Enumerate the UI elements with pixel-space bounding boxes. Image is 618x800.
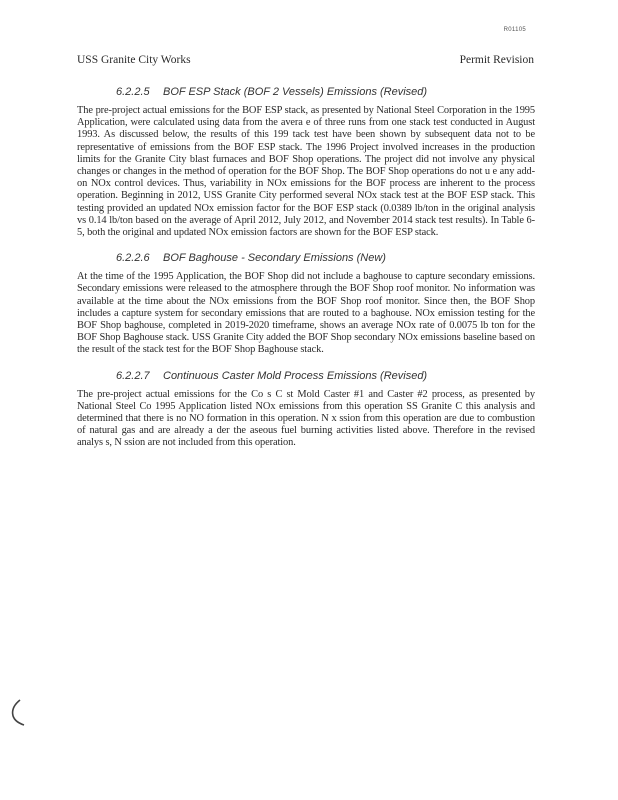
- section-title: BOF ESP Stack (BOF 2 Vessels) Emissions (Revised): [163, 86, 428, 98]
- section-number: 6.2.2.7: [116, 369, 150, 382]
- section-heading: [116, 252, 535, 264]
- section-bof-esp-stack: [77, 86, 535, 239]
- section-heading: [116, 370, 535, 382]
- section-title: Continuous Caster Mold Process Emissions (Revised): [163, 369, 428, 382]
- header-doc-type: Permit Revision: [459, 54, 534, 66]
- section-paragraph: At the time of the 1995 Application, the BOF Shop did not include a baghouse to capture secondary emissions. Secondary emissions were released to the atmosphere through the BOF Shop roof monitor. No information was available at the time about the NOx emissions from the BOF Shop roof monitor. Since then, the BOF Shop includes a capture system for secondary emissions that are routed to a baghouse. NOx emission testing for the BOF Shop baghouse, completed in 2019-2020 timeframe, shows an average NOx rate of 0.0075 lb ton for the BOF Shop Baghouse stack. USS Granite City added the BOF Shop secondary NOx emissions baseline based on the result of the stack test for the BOF Shop Baghouse stack.: [77, 271, 535, 356]
- section-caster-mold: [77, 370, 535, 450]
- section-bof-baghouse: [77, 252, 535, 356]
- section-paragraph: The pre-project actual emissions for the BOF ESP stack, as presented by National Steel Corporation in the 1995 Application, were calculated using data from the avera e of three runs from one stack test conducted in August 1993. As discussed below, the results of this 199 tack test have been shown by subsequent data not to be representative of emissions from the BOF ESP stack. The 1996 Project involved increases in the production limits for the Granite City blast furnaces and BOF Shop operations. The project did not involve any physical changes or changes in the method of operation for the BOF Shop. The BOF Shop operations do not u e any add-on NOx control devices. Thus, variability in NOx emissions for the BOF process are inherent to the process operation. Beginning in 2012, USS Granite City performed several NOx stack test at the BOF ESP stack. This testing provided an updated NOx emission factor for the BOF ESP stack (0.0389 lb/ton in the original analysis vs 0.14 lb/ton based on the average of April 2012, July 2012, and November 2014 stack test results). In Table 6-5, both the original and updated NOx emission factors are shown for the BOF ESP stack.: [77, 105, 535, 239]
- header-facility: USS Granite City Works: [77, 54, 191, 66]
- section-title: BOF Baghouse - Secondary Emissions (New): [163, 252, 386, 265]
- section-paragraph: The pre-project actual emissions for the Co s C st Mold Caster #1 and Caster #2 process, as presented by National Steel Co 1995 Application listed NOx emissions from this operation SS Granite C this analysis and determined that there is no NO formation in this operation. N x ssion from this operation are due to combustion of natural gas and are already a der the aseous fuel burning activities listed above. Therefore in the revised analys s, N ssion are not included from this operation.: [77, 388, 535, 449]
- section-number: 6.2.2.6: [116, 252, 150, 265]
- document-body: [77, 86, 535, 463]
- section-number: 6.2.2.5: [116, 86, 150, 98]
- page-id: R01105: [503, 27, 526, 33]
- section-heading: [116, 86, 535, 98]
- scan-artifact-mark: [6, 698, 28, 728]
